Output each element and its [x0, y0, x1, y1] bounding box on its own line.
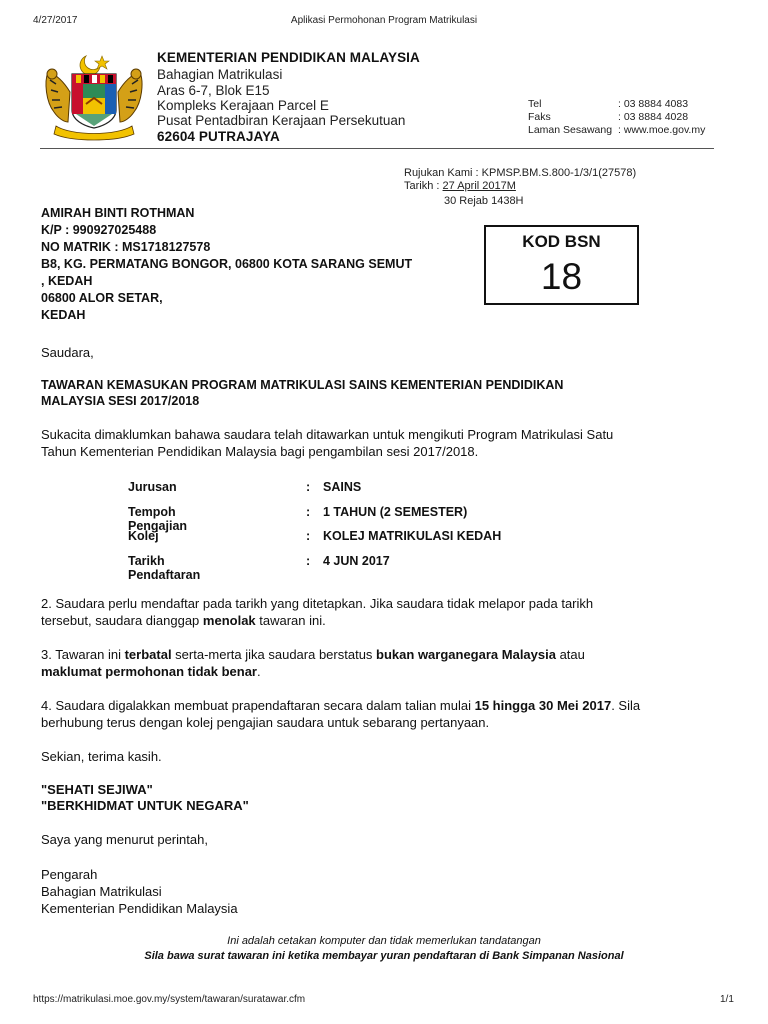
detail-colon: : [306, 553, 311, 568]
text-run: . Sila [611, 698, 641, 713]
contact-fax-value: : 03 8884 4028 [618, 111, 689, 123]
motto-2: "BERKHIDMAT UNTUK NEGARA" [41, 798, 249, 813]
bsn-payment-note: Sila bawa surat tawaran ini ketika membayar yuran pendaftaran di Bank Simpanan Nasional [144, 950, 624, 962]
contact-tel-label: Tel [528, 98, 542, 110]
recipient-kp: K/P : 990927025488 [41, 223, 157, 237]
motto-1: "SEHATI SEJIWA" [41, 782, 153, 797]
paragraph-4-line-2: berhubung terus dengan kolej pengajian saudara untuk sebarang pertanyaan. [41, 715, 490, 730]
kod-bsn-box [484, 225, 639, 305]
print-title: Aplikasi Permohonan Program Matrikulasi [290, 15, 478, 26]
kod-bsn-value: 18 [540, 256, 583, 297]
text-run-bold: maklumat permohonan tidak benar [41, 664, 257, 679]
reference-date-label: Tarikh : [404, 180, 443, 192]
recipient-address-2: , KEDAH [41, 274, 93, 288]
detail-colon: : [306, 529, 311, 543]
computer-print-note: Ini adalah cetakan komputer dan tidak memerlukan tandatangan [227, 935, 541, 947]
org-postcode-city: 62604 PUTRAJAYA [157, 129, 280, 144]
signatory-title: Pengarah [41, 867, 98, 882]
org-line-1: Bahagian Matrikulasi [157, 67, 283, 82]
recipient-matrik: NO MATRIK : MS1718127578 [41, 240, 211, 254]
text-run: tawaran ini. [255, 613, 326, 628]
detail-value: SAINS [323, 480, 362, 494]
reference-date [404, 180, 516, 192]
print-date: 4/27/2017 [33, 15, 78, 26]
detail-label: Tarikh Pendaftaran [128, 553, 201, 582]
paragraph-2-line-2 [41, 612, 326, 629]
contact-web-label: Laman Sesawang [528, 124, 613, 136]
print-page-number: 1/1 [720, 994, 734, 1005]
salutation: Saudara, [41, 345, 94, 360]
reference-date-value: 27 April 2017M [442, 180, 516, 192]
contact-tel-value: : 03 8884 4083 [618, 98, 689, 110]
detail-label: Kolej [128, 529, 159, 543]
intro-line-1: Sukacita dimaklumkan bahawa saudara telah ditawarkan untuk mengikuti Program Matrikulasi Satu [41, 427, 614, 442]
text-run: serta-merta jika saudara berstatus [171, 647, 377, 662]
letterhead-divider [40, 148, 714, 149]
detail-value: 1 TAHUN (2 SEMESTER) [323, 504, 468, 519]
contact-web-value: : www.moe.gov.my [618, 124, 706, 136]
text-run-bold: menolak [202, 613, 256, 628]
paragraph-3-line-2 [41, 663, 261, 680]
recipient-address-3: 06800 ALOR SETAR, [41, 291, 163, 305]
contact-fax-label: Faks [528, 111, 551, 123]
text-run: 3. Tawaran ini [41, 647, 125, 662]
sign-off: Saya yang menurut perintah, [41, 832, 208, 847]
recipient-address-1: B8, KG. PERMATANG BONGOR, 06800 KOTA SARANG SEMUT [41, 257, 413, 271]
print-url[interactable]: https://matrikulasi.moe.gov.my/system/tawaran/suratawar.cfm [33, 994, 306, 1005]
intro-line-2: Tahun Kementerian Pendidikan Malaysia bagi pengambilan sesi 2017/2018. [41, 444, 479, 459]
text-run: . [257, 664, 261, 679]
text-run-bold: bukan warganegara Malaysia [376, 647, 556, 662]
recipient-name: AMIRAH BINTI ROTHMAN [41, 206, 195, 220]
detail-label: Tempoh Pengajian [128, 504, 188, 533]
reference-hijri-date: 30 Rejab 1438H [444, 195, 524, 207]
text-run: atau [555, 647, 585, 662]
malaysia-crest-logo [42, 52, 146, 142]
subject-line-1: TAWARAN KEMASUKAN PROGRAM MATRIKULASI SAINS KEMENTERIAN PENDIDIKAN [41, 378, 564, 392]
text-run: tersebut, saudara dianggap [41, 613, 203, 628]
signatory-ministry: Kementerian Pendidikan Malaysia [41, 901, 238, 916]
reference-number: Rujukan Kami : KPMSP.BM.S.800-1/3/1(27578) [404, 167, 637, 179]
detail-label: Jurusan [128, 480, 177, 494]
org-line-4: Pusat Pentadbiran Kerajaan Persekutuan [157, 113, 406, 128]
detail-value: 4 JUN 2017 [323, 553, 390, 568]
org-line-3: Kompleks Kerajaan Parcel E [157, 98, 329, 113]
detail-value: KOLEJ MATRIKULASI KEDAH [323, 529, 502, 543]
kod-bsn-label: KOD BSN [522, 232, 601, 251]
signatory-division: Bahagian Matrikulasi [41, 884, 162, 899]
paragraph-2-line-1: 2. Saudara perlu mendaftar pada tarikh yang ditetapkan. Jika saudara tidak melapor pada tarikh [41, 596, 594, 611]
text-run-bold: 15 hingga 30 Mei 2017 [474, 698, 612, 713]
detail-colon: : [306, 480, 311, 494]
paragraph-4-line-1 [41, 697, 640, 714]
org-line-2: Aras 6-7, Blok E15 [157, 83, 270, 98]
paragraph-3-line-1 [41, 646, 585, 663]
recipient-address-4: KEDAH [41, 308, 86, 322]
detail-colon: : [306, 504, 311, 519]
text-run: 4. Saudara digalakkan membuat prapendaftaran secara dalam talian mulai [41, 698, 475, 713]
subject-line-2: MALAYSIA SESI 2017/2018 [41, 394, 200, 408]
closing: Sekian, terima kasih. [41, 749, 162, 764]
org-name: KEMENTERIAN PENDIDIKAN MALAYSIA [157, 50, 420, 65]
text-run-bold: terbatal [124, 647, 172, 662]
